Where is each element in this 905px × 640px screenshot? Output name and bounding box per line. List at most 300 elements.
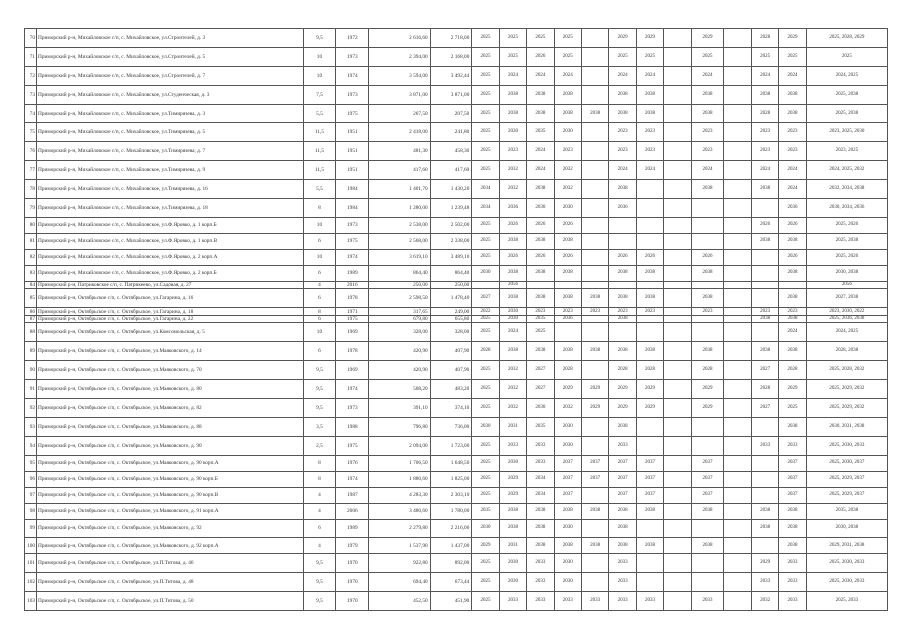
area-cell: 1 537,90	[369, 538, 430, 554]
year-cell: 1976	[336, 455, 369, 471]
year-plan-cell: 2024	[779, 66, 806, 85]
area-cell: 3 871,00	[369, 85, 430, 104]
year-plan-cell: 2026	[499, 249, 526, 265]
year-cell: 2016	[336, 281, 369, 289]
table-row	[25, 199, 888, 218]
year-plan-cell: 2038	[527, 342, 554, 361]
year-cell: 1974	[336, 379, 369, 398]
year-plan-cell: 2024	[779, 323, 806, 342]
year-plan-cell: 2038	[609, 180, 636, 199]
address-cell: Приморский р-н, Михайловское с/п, с. Михайловское, ул.Ф.Яровко, д. 1 корп.В	[37, 233, 303, 249]
year-cell: 1973	[336, 398, 369, 417]
address-cell: Приморский р-н, Октябрьское с/п, с. Октябрьское, ул.Маяковского, д. 82	[37, 398, 303, 417]
year-plan-cell: 2038	[527, 265, 554, 281]
year-plan-cell: 2029	[691, 398, 724, 417]
address-cell: Приморский р-н, Михайловское с/п, с. Михайловское, ул.Строителей, д. 7	[37, 66, 303, 85]
floors-cell: 4	[303, 503, 336, 519]
year-plan-cell: 2025	[472, 323, 499, 342]
year-plan-cell	[581, 233, 608, 249]
floors-cell: 8	[303, 471, 336, 487]
years-summary-cell: 2025, 2029, 2032	[806, 379, 887, 398]
year-plan-cell: 2023	[751, 142, 778, 161]
year-plan-cell: 2032	[499, 361, 526, 380]
year-plan-cell: 2025	[527, 323, 554, 342]
area-cell: 508,20	[369, 379, 430, 398]
row-number: 98	[25, 503, 37, 519]
years-summary-cell: 2025, 2028, 2029	[806, 29, 887, 48]
year-plan-cell: 2025	[554, 29, 581, 48]
year-plan-cell	[691, 199, 724, 218]
year-plan-cell: 2027	[751, 361, 778, 380]
year-plan-cell: 2023	[691, 308, 724, 316]
year-plan-cell: 2038	[581, 104, 608, 123]
year-cell: 2006	[336, 503, 369, 519]
year-plan-cell: 2024	[527, 142, 554, 161]
year-plan-cell: 2033	[554, 592, 581, 611]
year-plan-cell	[581, 436, 608, 455]
floors-cell: 3,5	[303, 417, 336, 436]
year-plan-cell	[691, 217, 724, 233]
year-plan-cell: 2037	[779, 487, 806, 503]
year-cell: 1975	[336, 315, 369, 323]
table-row	[25, 308, 888, 316]
area-cell: 391,10	[369, 398, 430, 417]
area-cell: 2 394,00	[369, 47, 430, 66]
year-cell: 1973	[336, 217, 369, 233]
year-plan-cell: 2037	[581, 455, 608, 471]
area-living-cell: 250,00	[430, 281, 472, 289]
area-cell: 452,50	[369, 592, 430, 611]
year-plan-cell	[724, 487, 751, 503]
row-number: 91	[25, 379, 37, 398]
area-living-cell: 1 437,00	[430, 538, 472, 554]
year-cell: 1973	[336, 85, 369, 104]
year-plan-cell	[724, 47, 751, 66]
years-summary-cell: 2030, 2038	[806, 519, 887, 538]
year-plan-cell	[751, 249, 778, 265]
address-cell: Приморский р-н, Октябрьское с/п, с. Октябрьское, ул.Маяковского, д. 90 корп.В	[37, 487, 303, 503]
year-plan-cell: 2024	[691, 161, 724, 180]
year-plan-cell	[664, 29, 691, 48]
year-plan-cell: 2026	[751, 217, 778, 233]
year-plan-cell: 2026	[527, 249, 554, 265]
year-plan-cell: 2038	[691, 104, 724, 123]
year-plan-cell: 2037	[609, 487, 636, 503]
year-plan-cell	[636, 233, 663, 249]
year-plan-cell	[581, 199, 608, 218]
year-plan-cell	[664, 323, 691, 342]
year-plan-cell	[581, 123, 608, 142]
year-plan-cell: 2038	[499, 104, 526, 123]
year-plan-cell: 2038	[609, 265, 636, 281]
year-plan-cell: 2026	[499, 217, 526, 233]
year-plan-cell: 2038	[499, 342, 526, 361]
year-plan-cell: 2025	[472, 123, 499, 142]
year-plan-cell: 2024	[609, 66, 636, 85]
year-plan-cell: 2037	[554, 471, 581, 487]
year-plan-cell	[581, 29, 608, 48]
floors-cell: 10	[303, 249, 336, 265]
floors-cell: 6	[303, 289, 336, 308]
floors-cell: 9,5	[303, 592, 336, 611]
year-plan-cell: 2038	[581, 289, 608, 308]
years-summary-cell: 2023, 2025	[806, 142, 887, 161]
address-cell: Приморский р-н, Михайловское с/п, с. Михайловское, ул.Тимирязева, д. 18	[37, 199, 303, 218]
year-plan-cell: 2025	[472, 85, 499, 104]
floors-cell: 6	[303, 519, 336, 538]
year-plan-cell: 2033	[691, 592, 724, 611]
year-plan-cell: 2023	[691, 142, 724, 161]
area-living-cell: 3 871,00	[430, 85, 472, 104]
address-cell: Приморский р-н, Октябрьское с/п, с. Октябрьское, ул.Маяковского, д. 90 корп.А	[37, 455, 303, 471]
floors-cell: 9,5	[303, 379, 336, 398]
year-plan-cell: 2024	[779, 180, 806, 199]
year-plan-cell: 2029	[609, 29, 636, 48]
year-plan-cell: 2025	[554, 47, 581, 66]
year-cell: 1972	[336, 29, 369, 48]
year-cell: 1971	[336, 308, 369, 316]
year-plan-cell: 2023	[499, 142, 526, 161]
year-plan-cell	[724, 398, 751, 417]
year-plan-cell	[636, 554, 663, 573]
year-plan-cell: 2023	[554, 308, 581, 316]
year-plan-cell	[664, 471, 691, 487]
year-plan-cell: 2032	[554, 180, 581, 199]
row-number: 83	[25, 265, 37, 281]
address-cell: Приморский р-н, Михайловское с/п, с. Михайловское, ул.Строителей, д. 3	[37, 29, 303, 48]
year-plan-cell: 2030	[499, 308, 526, 316]
year-plan-cell	[581, 573, 608, 592]
area-cell: 864,40	[369, 265, 430, 281]
year-plan-cell	[664, 436, 691, 455]
area-cell: 3 619,10	[369, 249, 430, 265]
floors-cell: 9,5	[303, 29, 336, 48]
address-cell: Приморский р-н, Михайловское с/п, с. Михайловское, ул.Тимирязева, д. 3	[37, 104, 303, 123]
address-cell: Приморский р-н, Октябрьское с/п, с. Октябрьское, ул.Гагарина, д. 18	[37, 308, 303, 316]
year-plan-cell: 2038	[691, 180, 724, 199]
address-cell: Приморский р-н, Октябрьское с/п, с. Октябрьское, ул.Маяковского, д. 92 корп.А	[37, 538, 303, 554]
row-number: 80	[25, 217, 37, 233]
floors-cell: 9,5	[303, 554, 336, 573]
year-plan-cell	[581, 142, 608, 161]
floors-cell: 4	[303, 487, 336, 503]
year-plan-cell: 2022	[472, 308, 499, 316]
years-summary-cell: 2035, 2038	[806, 503, 887, 519]
year-plan-cell: 2030	[499, 455, 526, 471]
floors-cell: 6	[303, 233, 336, 249]
years-summary-cell: 2025, 2026	[806, 217, 887, 233]
year-plan-cell	[724, 379, 751, 398]
year-plan-cell	[724, 503, 751, 519]
floors-cell: 11,5	[303, 123, 336, 142]
year-plan-cell	[664, 398, 691, 417]
year-plan-cell: 2033	[527, 436, 554, 455]
area-cell: 317,65	[369, 308, 430, 316]
year-plan-cell: 2025	[472, 398, 499, 417]
year-cell: 1970	[336, 573, 369, 592]
address-cell: Приморский р-н, Михайловское с/п, с. Михайловское, ул.Студенческая, д. 3	[37, 85, 303, 104]
year-plan-cell: 2037	[779, 455, 806, 471]
year-plan-cell: 2025	[779, 47, 806, 66]
year-plan-cell: 2024	[609, 161, 636, 180]
year-plan-cell: 2038	[779, 342, 806, 361]
year-plan-cell: 2030	[472, 265, 499, 281]
floors-cell: 9,5	[303, 361, 336, 380]
year-plan-cell: 2024	[691, 66, 724, 85]
year-plan-cell: 2038	[691, 265, 724, 281]
year-plan-cell	[724, 249, 751, 265]
year-plan-cell	[636, 199, 663, 218]
area-living-cell: 2 168,00	[430, 47, 472, 66]
year-cell: 1984	[336, 199, 369, 218]
year-plan-cell: 2033	[527, 455, 554, 471]
year-plan-cell: 2038	[779, 104, 806, 123]
year-plan-cell	[581, 66, 608, 85]
area-cell: 694,40	[369, 573, 430, 592]
year-plan-cell	[724, 538, 751, 554]
year-cell: 1984	[336, 180, 369, 199]
year-plan-cell: 2038	[554, 342, 581, 361]
year-plan-cell	[724, 29, 751, 48]
row-number: 75	[25, 123, 37, 142]
area-cell: 3 594,00	[369, 66, 430, 85]
row-number: 85	[25, 289, 37, 308]
area-cell: 420,90	[369, 342, 430, 361]
table-row	[25, 538, 888, 554]
area-cell: 420,90	[369, 361, 430, 380]
year-plan-cell: 2031	[499, 417, 526, 436]
year-plan-cell: 2023	[636, 142, 663, 161]
address-cell: Приморский р-н, Октябрьское с/п, с. Октябрьское, ул.Маяковского, д. 90 корп.Б	[37, 471, 303, 487]
year-plan-cell: 2038	[691, 503, 724, 519]
year-plan-cell: 2024	[636, 161, 663, 180]
area-cell: 4 283,30	[369, 487, 430, 503]
year-plan-cell: 2023	[779, 308, 806, 316]
year-cell: 1975	[336, 233, 369, 249]
years-summary-cell: 2024, 2025	[806, 323, 887, 342]
year-plan-cell	[664, 487, 691, 503]
address-cell: Приморский р-н, Октябрьское с/п, с. Октябрьское, ул.Маяковского, д. 91 корп.А	[37, 503, 303, 519]
area-cell: 1 880,60	[369, 471, 430, 487]
year-plan-cell	[581, 161, 608, 180]
year-plan-cell	[636, 323, 663, 342]
year-plan-cell: 2025	[472, 554, 499, 573]
year-plan-cell: 2038	[779, 265, 806, 281]
table-row	[25, 47, 888, 66]
year-plan-cell: 2038	[636, 85, 663, 104]
year-plan-cell: 2025	[527, 29, 554, 48]
year-plan-cell: 2032	[499, 161, 526, 180]
year-plan-cell: 2027	[527, 361, 554, 380]
year-plan-cell: 2026	[636, 249, 663, 265]
year-plan-cell: 2038	[527, 180, 554, 199]
year-plan-cell: 2028	[636, 361, 663, 380]
address-cell: Приморский р-н, Октябрьское с/п, с. Октябрьское, ул.Маяковского, д. 80	[37, 379, 303, 398]
row-number: 79	[25, 199, 37, 218]
year-plan-cell	[609, 281, 636, 289]
table-row	[25, 217, 888, 233]
area-living-cell: 3 492,44	[430, 66, 472, 85]
floors-cell: 9,5	[303, 398, 336, 417]
year-plan-cell: 2029	[691, 29, 724, 48]
year-plan-cell: 2023	[636, 123, 663, 142]
table-row	[25, 180, 888, 199]
year-plan-cell: 2038	[751, 342, 778, 361]
row-number: 82	[25, 249, 37, 265]
year-plan-cell: 2032	[751, 592, 778, 611]
year-plan-cell: 2030	[554, 123, 581, 142]
year-plan-cell: 2037	[691, 455, 724, 471]
year-plan-cell: 2023	[527, 308, 554, 316]
row-number: 72	[25, 66, 37, 85]
year-plan-cell: 2038	[499, 289, 526, 308]
address-cell: Приморский р-н, Патриковское с/п, с. Патрикеево, ул.Садовая, д. 27	[37, 281, 303, 289]
area-living-cell: 864,40	[430, 265, 472, 281]
year-plan-cell: 2025	[472, 233, 499, 249]
year-plan-cell: 2025	[472, 249, 499, 265]
area-living-cell: 241,80	[430, 123, 472, 142]
year-plan-cell: 2034	[472, 199, 499, 218]
year-plan-cell: 2025	[499, 29, 526, 48]
years-summary-cell: 2025, 2029, 2037	[806, 487, 887, 503]
year-plan-cell	[664, 180, 691, 199]
year-plan-cell	[664, 315, 691, 323]
year-plan-cell	[636, 436, 663, 455]
year-plan-cell: 2038	[581, 503, 608, 519]
year-plan-cell: 2023	[636, 308, 663, 316]
year-cell: 1988	[336, 417, 369, 436]
year-plan-cell: 2036	[499, 199, 526, 218]
year-cell: 1970	[336, 592, 369, 611]
year-plan-cell: 2038	[751, 519, 778, 538]
year-plan-cell: 2038	[636, 289, 663, 308]
year-plan-cell: 2038	[499, 233, 526, 249]
table-row	[25, 487, 888, 503]
floors-cell: 5,5	[303, 104, 336, 123]
year-plan-cell: 2038	[527, 503, 554, 519]
table-row	[25, 104, 888, 123]
area-cell: 2 094,00	[369, 436, 430, 455]
year-plan-cell: 2033	[499, 436, 526, 455]
area-cell: 1 401,70	[369, 180, 430, 199]
year-plan-cell: 2032	[499, 398, 526, 417]
year-plan-cell: 2025	[472, 361, 499, 380]
year-plan-cell	[664, 142, 691, 161]
area-living-cell: 483,20	[430, 379, 472, 398]
area-living-cell: 673,44	[430, 573, 472, 592]
year-plan-cell: 2038	[691, 85, 724, 104]
floors-cell: 10	[303, 323, 336, 342]
year-plan-cell: 2025	[472, 217, 499, 233]
row-number: 78	[25, 180, 37, 199]
row-number: 73	[25, 85, 37, 104]
row-number: 70	[25, 29, 37, 48]
year-plan-cell	[581, 323, 608, 342]
year-plan-cell: 2034	[472, 180, 499, 199]
year-cell: 1951	[336, 142, 369, 161]
year-plan-cell	[664, 161, 691, 180]
area-cell: 2 568,00	[369, 233, 430, 249]
year-plan-cell: 2038	[779, 315, 806, 323]
address-cell: Приморский р-н, Октябрьское с/п, с. Октябрьское, ул.П.Титова, д. 50	[37, 592, 303, 611]
table-row	[25, 142, 888, 161]
year-plan-cell	[664, 308, 691, 316]
year-plan-cell	[724, 66, 751, 85]
year-plan-cell: 2029	[691, 379, 724, 398]
year-plan-cell	[724, 289, 751, 308]
year-plan-cell: 2037	[636, 455, 663, 471]
years-summary-cell: 2027, 2038	[806, 289, 887, 308]
year-plan-cell: 2030	[554, 417, 581, 436]
year-cell: 1973	[336, 47, 369, 66]
year-plan-cell: 2038	[609, 503, 636, 519]
year-plan-cell: 2033	[779, 436, 806, 455]
year-plan-cell: 2038	[609, 315, 636, 323]
year-plan-cell	[724, 217, 751, 233]
year-plan-cell	[664, 342, 691, 361]
year-plan-cell: 2038	[691, 342, 724, 361]
year-plan-cell	[609, 323, 636, 342]
area-cell: 2 616,60	[369, 29, 430, 48]
year-plan-cell: 2036	[779, 199, 806, 218]
area-living-cell: 1 430,20	[430, 180, 472, 199]
year-plan-cell: 2032	[499, 180, 526, 199]
address-cell: Приморский р-н, Михайловское с/п, с. Михайловское, ул.Тимирязева, д. 7	[37, 142, 303, 161]
area-living-cell: 2 338,00	[430, 233, 472, 249]
year-plan-cell: 2038	[527, 85, 554, 104]
year-cell: 1974	[336, 471, 369, 487]
year-plan-cell	[751, 289, 778, 308]
year-plan-cell: 2025	[636, 47, 663, 66]
area-living-cell: 1 239,48	[430, 199, 472, 218]
year-plan-cell: 2030	[527, 199, 554, 218]
year-plan-cell: 2025	[472, 161, 499, 180]
table-row	[25, 471, 888, 487]
floors-cell: 10	[303, 217, 336, 233]
year-plan-cell: 2029	[609, 379, 636, 398]
year-plan-cell	[664, 417, 691, 436]
year-plan-cell: 2038	[779, 289, 806, 308]
address-cell: Приморский р-н, Михайловское с/п, с. Михайловское, ул.Ф.Яровко, д. 1 корп.Б	[37, 217, 303, 233]
year-plan-cell	[724, 436, 751, 455]
year-plan-cell: 2024	[499, 66, 526, 85]
year-plan-cell	[581, 417, 608, 436]
year-plan-cell: 2025	[472, 66, 499, 85]
year-plan-cell: 2029	[636, 29, 663, 48]
years-summary-cell: 2025	[806, 47, 887, 66]
year-plan-cell: 2038	[636, 104, 663, 123]
address-cell: Приморский р-н, Октябрьское с/п, с. Октябрьское, ул.П.Титова, д. 46	[37, 554, 303, 573]
address-cell: Приморский р-н, Михайловское с/п, с. Михайловское, ул.Ф.Яровко, д. 2 корп.А	[37, 249, 303, 265]
row-number: 102	[25, 573, 37, 592]
year-plan-cell	[581, 487, 608, 503]
table-row	[25, 436, 888, 455]
year-plan-cell	[691, 233, 724, 249]
year-plan-cell	[664, 538, 691, 554]
year-plan-cell: 2025	[472, 142, 499, 161]
area-living-cell: 1 723,00	[430, 436, 472, 455]
row-number: 92	[25, 398, 37, 417]
year-plan-cell: 2038	[751, 315, 778, 323]
years-summary-cell: 2025, 2038	[806, 104, 887, 123]
year-plan-cell: 2026	[779, 249, 806, 265]
row-number: 71	[25, 47, 37, 66]
year-plan-cell	[581, 361, 608, 380]
table-row	[25, 249, 888, 265]
floors-cell: 8	[303, 199, 336, 218]
year-plan-cell: 2030	[527, 398, 554, 417]
year-plan-cell: 2028	[751, 104, 778, 123]
